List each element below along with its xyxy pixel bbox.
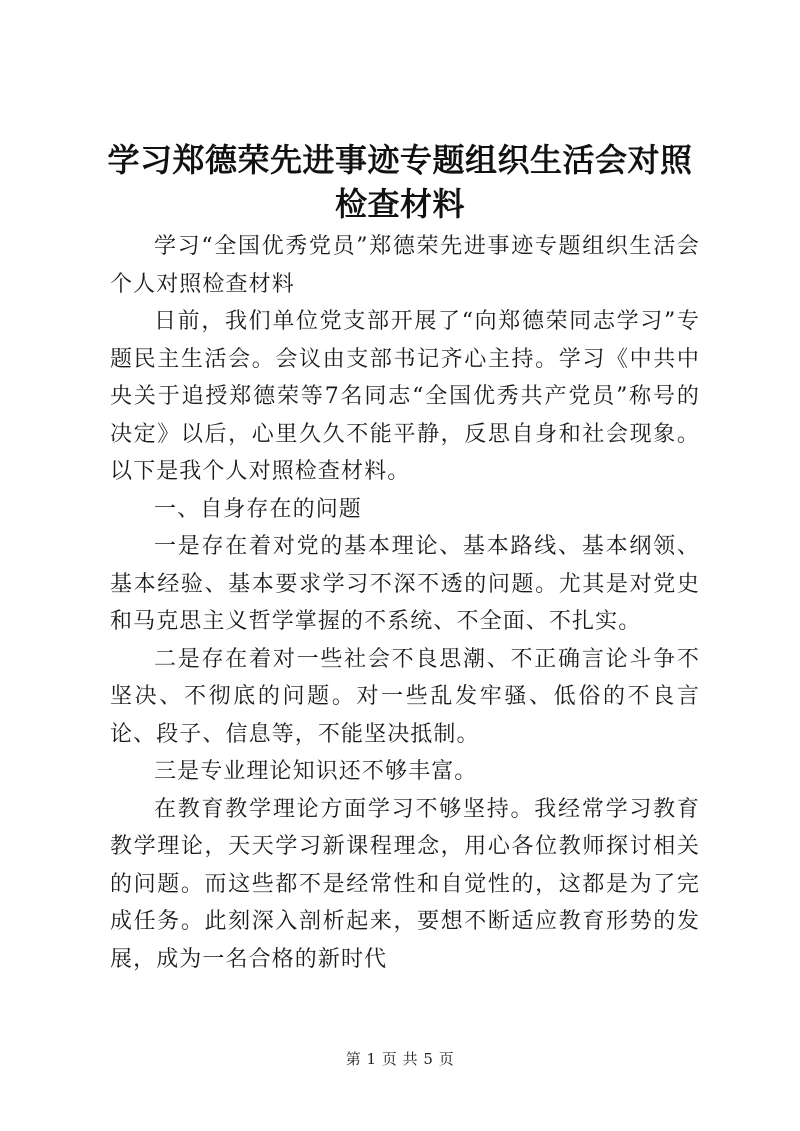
document-body [110,228,700,978]
section-heading: 一、自身存在的问题 [154,496,362,522]
paragraph-issue-two: 二是存在着对一些社会不良思潮、不正确言论斗争不坚决、不彻底的问题。对一些乱发牢骚、低俗的不良言论、段子、信息等，不能坚决抵制。 [110,646,700,747]
paragraph-issue-three: 三是专业理论知识还不够丰富。 [154,759,478,784]
document-title: 学习郑德荣先进事迹专题组织生活会对照检查材料 [107,141,693,223]
paragraph-issue-one: 一是存在着对党的基本理论、基本路线、基本纲领、基本经验、基本要求学习不深不透的问题。尤其是对党史和马克思主义哲学掌握的不系统、不全面、不扎实。 [110,534,700,634]
paragraph-intro: 日前，我们单位党支部开展了“向郑德荣同志学习”专题民主生活会。会议由支部书记齐心主持。学习《中共中央关于追授郑德荣等7名同志“全国优秀共产党员”称号的决定》以后，心里久久不能平静，反思自身和社会现象。以下是我个人对照检查材料。 [110,309,700,484]
page-number-footer: 第 1 页 共 5 页 [345,1050,455,1068]
paragraph-subtitle: 学习“全国优秀党员”郑德荣先进事迹专题组织生活会个人对照检查材料 [110,234,700,297]
paragraph-teaching-theory: 在教育教学理论方面学习不够坚持。我经常学习教育教学理论，天天学习新课程理念，用心各位教师探讨相关的问题。而这些都不是经常性和自觉性的，这都是为了完成任务。此刻深入剖析起来，要想不断适应教育形势的发展，成为一名合格的新时代 [110,796,700,972]
